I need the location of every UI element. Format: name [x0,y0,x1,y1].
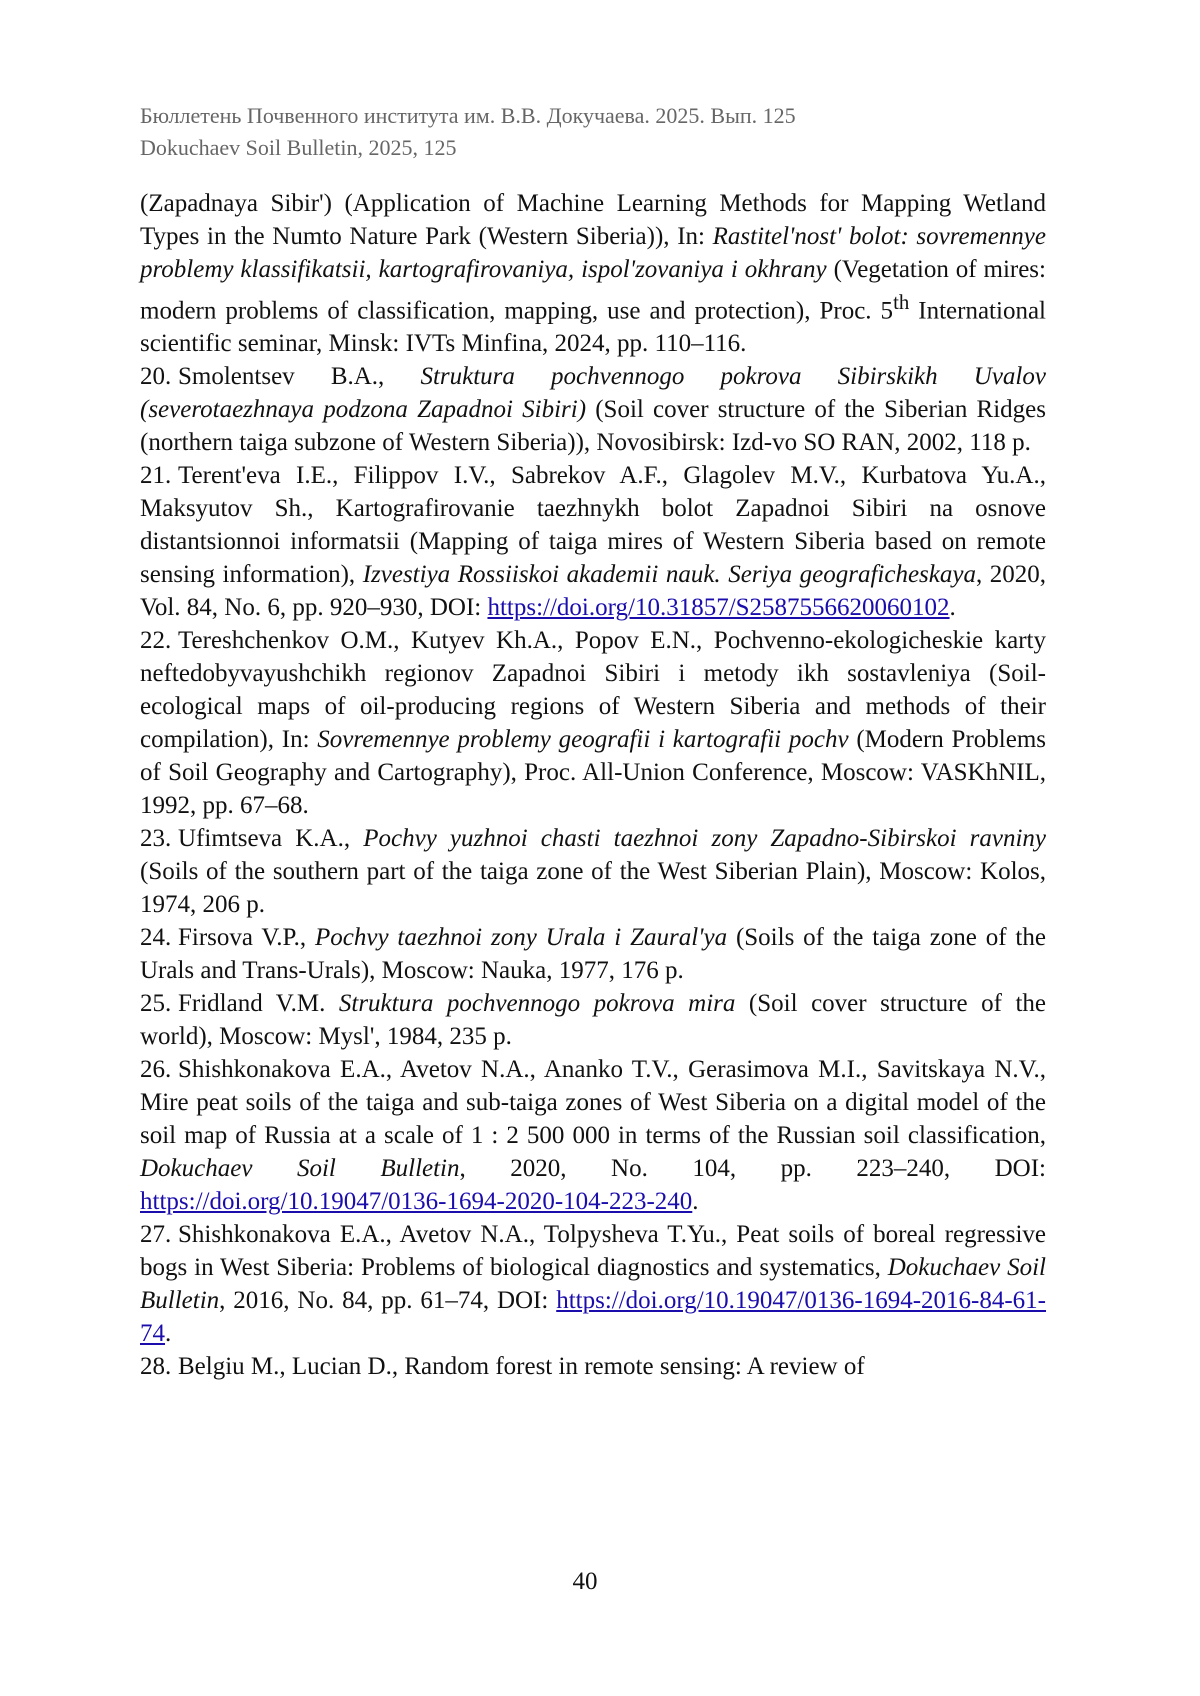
reference-19-continuation: (Zapadnaya Sibir') (Application of Machine Learning Methods for Mapping Wetland Types in the Numto Nature Park (Western Siberia)), In: Rastitel'nost' bolot: sovremennye problemy klassifikatsii, kartografirovaniya, ispol'zovaniya i okhrany (Vegetation of mires: modern problems of classification, mapping, use and protection), Proc. 5th International scientific seminar, Minsk: IVTs Minfina, 2024, pp. 110–116. [140,190,1047,358]
reference-number: 20. [140,363,172,391]
reference-number: 25. [140,990,172,1018]
reference-20: 20. Smolentsev B.A., Struktura pochvennogo pokrova Sibirskikh Uvalov (severotaezhnaya podzona Zapadnoi Sibiri) (Soil cover structure of the Siberian Ridges (northern taiga subzone of Western Siberia)), Novosibirsk: Izd-vo SO RAN, 2002, 118 p. [140,360,1046,459]
reference-number: 27. [140,1221,172,1249]
reference-number: 28. [140,1353,172,1381]
page-number: 40 [572,1568,598,1595]
reference-number: 22. [140,627,172,655]
running-header [140,100,1060,164]
reference-26: 26. Shishkonakova E.A., Avetov N.A., Ananko T.V., Gerasimova M.I., Savitskaya N.V., Mire peat soils of the taiga and sub-taiga zones of West Siberia on a digital model of the soil map of Russia at a scale of 1 : 2 500 000 in terms of the Russian soil classification, Dokuchaev Soil Bulletin, 2020, No. 104, pp. 223–240, DOI: https://doi.org/10.19047/0136-1694-2020-104-223-240. [140,1053,1046,1218]
reference-25: 25. Fridland V.M. Struktura pochvennogo pokrova mira (Soil cover structure of the world), Moscow: Mysl', 1984, 235 p. [140,987,1046,1053]
reference-number: 23. [140,825,172,853]
reference-24: 24. Firsova V.P., Pochvy taezhnoi zony Urala i Zaural'ya (Soils of the taiga zone of the Urals and Trans-Urals), Moscow: Nauka, 1977, 176 p. [140,921,1046,987]
doi-link[interactable]: https://doi.org/10.19047/0136-1694-2020-104-223-240 [140,1188,693,1216]
header-english: Dokuchaev Soil Bulletin, 2025, 125 [140,135,457,160]
reference-number: 24. [140,924,172,952]
references-list [140,187,1046,1383]
header-russian: Бюллетень Почвенного института им. В.В. Докучаева. 2025. Вып. 125 [140,103,796,128]
reference-22: 22. Tereshchenkov O.M., Kutyev Kh.A., Popov E.N., Pochvenno-ekologicheskie karty neftedobyvayushchikh regionov Zapadnoi Sibiri i metody ikh sostavleniya (Soil-ecological maps of oil-producing regions of Western Siberia and methods of their compilation), In: Sovremennye problemy geografii i kartografii pochv (Modern Problems of Soil Geography and Cartography), Proc. All-Union Conference, Moscow: VASKhNIL, 1992, pp. 67–68. [140,624,1046,822]
reference-28: 28. Belgiu M., Lucian D., Random forest in remote sensing: A review of [140,1350,1046,1383]
reference-number: 26. [140,1056,172,1084]
reference-number: 21. [140,462,172,490]
doi-link[interactable]: https://doi.org/10.19047/0136-1694-2016-84-61-74 [140,1287,1046,1348]
reference-27: 27. Shishkonakova E.A., Avetov N.A., Tolpysheva T.Yu., Peat soils of boreal regressive bogs in West Siberia: Problems of biological diagnostics and systematics, Dokuchaev Soil Bulletin, 2016, No. 84, pp. 61–74, DOI: https://doi.org/10.19047/0136-1694-2016-84-61-74. [140,1218,1046,1350]
reference-21: 21. Terent'eva I.E., Filippov I.V., Sabrekov A.F., Glagolev M.V., Kurbatova Yu.A., Maksyutov Sh., Kartografirovanie taezhnykh bolot Zapadnoi Sibiri na osnove distantsionnoi informatsii (Mapping of taiga mires of Western Siberia based on remote sensing information), Izvestiya Rossiiskoi akademii nauk. Seriya geograficheskaya, 2020, Vol. 84, No. 6, pp. 920–930, DOI: https://doi.org/10.31857/S2587556620060102. [140,459,1046,624]
doi-link[interactable]: https://doi.org/10.31857/S2587556620060102 [487,594,950,622]
reference-23: 23. Ufimtseva K.A., Pochvy yuzhnoi chasti taezhnoi zony Zapadno-Sibirskoi ravniny (Soils of the southern part of the taiga zone of the West Siberian Plain), Moscow: Kolos, 1974, 206 p. [140,822,1046,921]
